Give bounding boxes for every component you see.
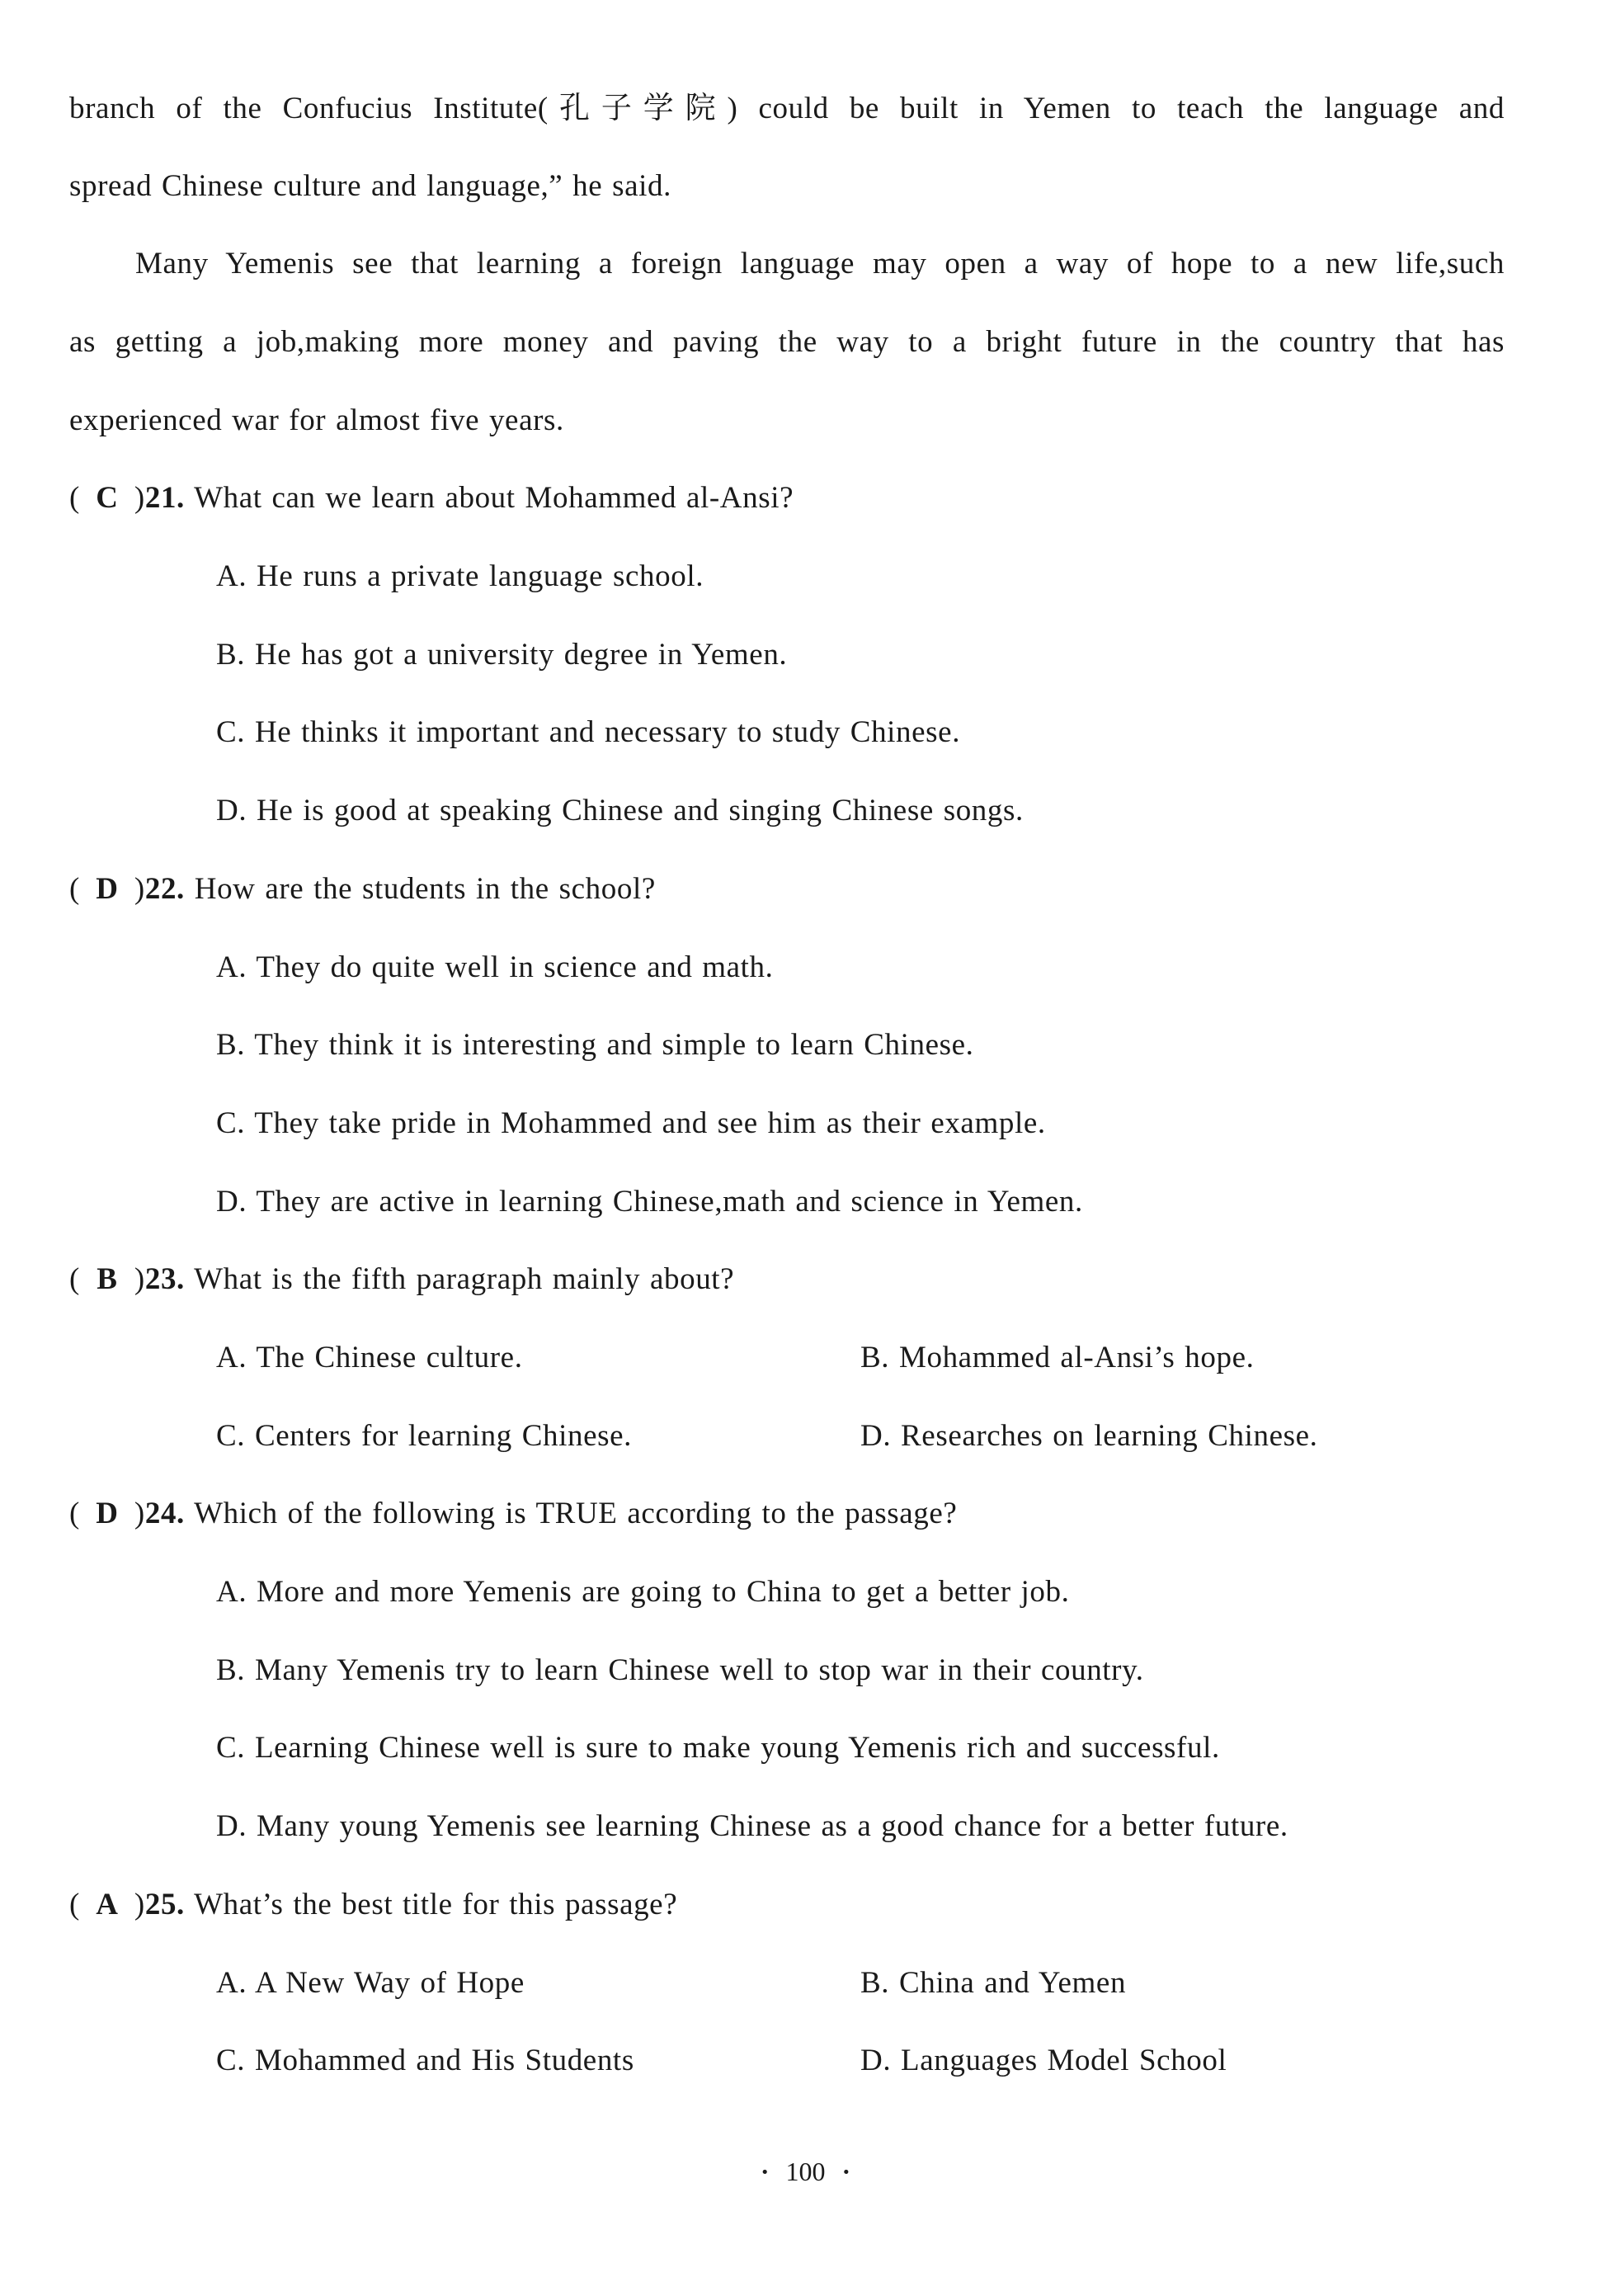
answer-paren-open: ( bbox=[69, 481, 80, 515]
question-25-option-d: D. Languages Model School bbox=[860, 2044, 1227, 2077]
question-21-option-a: A. He runs a private language school. bbox=[216, 559, 704, 593]
question-23-option-a: A. The Chinese culture. bbox=[216, 1341, 523, 1374]
answer-paren-close: ) bbox=[134, 481, 145, 515]
passage-line-2: spread Chinese culture and language,” he said. bbox=[69, 169, 672, 203]
question-22-option-c: C. They take pride in Mohammed and see him as their example. bbox=[216, 1106, 1046, 1140]
answer-paren-close: ) bbox=[134, 872, 145, 906]
answer-paren-open: ( bbox=[69, 1888, 80, 1921]
question-24-option-c: C. Learning Chinese well is sure to make young Yemenis rich and successful. bbox=[216, 1731, 1220, 1765]
question-23-answer: B bbox=[97, 1262, 118, 1296]
question-21-answer: C bbox=[96, 481, 119, 515]
passage-line-5: experienced war for almost five years. bbox=[69, 403, 564, 437]
answer-paren-close: ) bbox=[134, 1262, 145, 1296]
question-23-header bbox=[69, 1261, 734, 1298]
question-23-number: 23. bbox=[144, 1262, 185, 1296]
answer-paren-close: ) bbox=[134, 1888, 145, 1921]
footer-dot-right: · bbox=[841, 2157, 851, 2186]
answer-paren-open: ( bbox=[69, 1262, 80, 1296]
question-23-option-d: D. Researches on learning Chinese. bbox=[860, 1419, 1318, 1453]
question-21-text: What can we learn about Mohammed al-Ansi? bbox=[194, 481, 794, 515]
page-number: 100 bbox=[785, 2157, 826, 2186]
question-25-number: 25. bbox=[144, 1888, 185, 1921]
question-25-option-b: B. China and Yemen bbox=[860, 1966, 1127, 2000]
answer-paren-open: ( bbox=[69, 872, 80, 906]
question-25-answer: A bbox=[96, 1888, 119, 1921]
question-21-header bbox=[69, 480, 794, 516]
question-25-option-c: C. Mohammed and His Students bbox=[216, 2044, 634, 2077]
question-21-option-b: B. He has got a university degree in Yemen. bbox=[216, 638, 788, 672]
question-23-text: What is the fifth paragraph mainly about? bbox=[194, 1262, 735, 1296]
question-24-option-a: A. More and more Yemenis are going to China to get a better job. bbox=[216, 1575, 1070, 1609]
question-23-option-b: B. Mohammed al-Ansi’s hope. bbox=[860, 1341, 1255, 1374]
question-21-option-c: C. He thinks it important and necessary to study Chinese. bbox=[216, 715, 961, 749]
question-24-header bbox=[69, 1496, 957, 1532]
question-25-text: What’s the best title for this passage? bbox=[194, 1888, 678, 1921]
question-24-answer: D bbox=[96, 1497, 119, 1530]
answer-paren-open: ( bbox=[69, 1497, 80, 1530]
question-22-option-d: D. They are active in learning Chinese,math and science in Yemen. bbox=[216, 1185, 1083, 1219]
question-22-answer: D bbox=[96, 872, 119, 906]
question-25-header bbox=[69, 1887, 677, 1923]
question-22-text: How are the students in the school? bbox=[194, 872, 656, 906]
question-22-header bbox=[69, 871, 656, 908]
footer-dot-left: · bbox=[760, 2157, 770, 2186]
question-21-number: 21. bbox=[144, 481, 185, 515]
question-24-option-d: D. Many young Yemenis see learning Chinese as a good chance for a better future. bbox=[216, 1809, 1288, 1843]
question-22-number: 22. bbox=[144, 872, 185, 906]
question-24-number: 24. bbox=[144, 1497, 185, 1530]
passage-line-1: branch of the Confucius Institute(孔子学院) could be built in Yemen to teach the language and bbox=[69, 92, 1505, 125]
passage-line-4: as getting a job,making more money and paving the way to a bright future in the country that has bbox=[69, 325, 1505, 359]
question-25-option-a: A. A New Way of Hope bbox=[216, 1966, 525, 2000]
question-22-option-b: B. They think it is interesting and simple to learn Chinese. bbox=[216, 1028, 974, 1062]
question-21-option-d: D. He is good at speaking Chinese and singing Chinese songs. bbox=[216, 794, 1024, 827]
passage-line-3: Many Yemenis see that learning a foreign language may open a way of hope to a new life,such bbox=[135, 247, 1505, 281]
question-24-text: Which of the following is TRUE according to the passage? bbox=[194, 1497, 958, 1530]
question-24-option-b: B. Many Yemenis try to learn Chinese well to stop war in their country. bbox=[216, 1653, 1144, 1687]
page-footer bbox=[0, 2155, 1611, 2188]
question-22-option-a: A. They do quite well in science and math. bbox=[216, 950, 774, 984]
answer-paren-close: ) bbox=[134, 1497, 145, 1530]
question-23-option-c: C. Centers for learning Chinese. bbox=[216, 1419, 632, 1453]
